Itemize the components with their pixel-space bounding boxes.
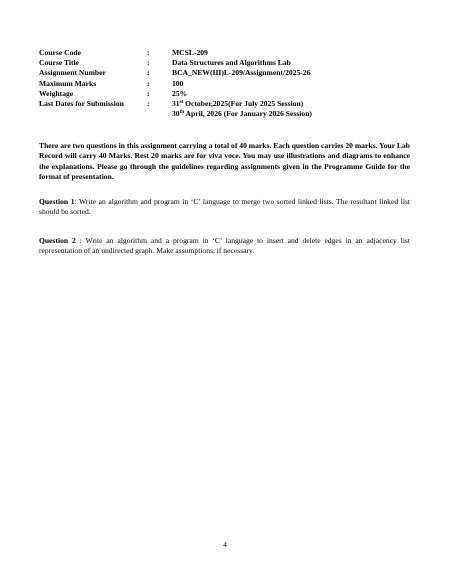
colon: : — [147, 58, 150, 68]
question-2 — [39, 236, 410, 257]
date-suffix: th — [179, 110, 185, 116]
date-text: October,2025(For July 2025 Session) — [183, 99, 304, 109]
submission-date-july — [172, 99, 303, 109]
date-day: 30 — [172, 109, 180, 119]
maximum-marks-label: Maximum Marks — [39, 78, 97, 88]
colon: : — [147, 68, 150, 78]
page-number: 4 — [223, 540, 227, 549]
course-info-table — [39, 48, 312, 119]
maximum-marks-row — [39, 79, 312, 89]
colon: : — [147, 88, 150, 98]
course-code-row — [39, 48, 312, 58]
course-title-label: Course Title — [39, 58, 80, 68]
submission-dates-row-2 — [39, 109, 312, 119]
question-2-text: : Write an algorithm and a program in ‘C’ language to insert and delete edges in an adjacency list representation of an undirected graph. Make assumptions, if necessary. — [39, 236, 410, 256]
course-title-value: Data Structures and Algorithms Lab — [172, 58, 291, 68]
course-code-label: Course Code — [39, 48, 81, 57]
question-2-label: Question 2 — [39, 236, 76, 245]
date-text: April, 2026 (For January 2026 Session) — [184, 109, 312, 119]
maximum-marks-value: 100 — [172, 78, 184, 88]
colon: : — [147, 78, 150, 88]
course-code-value: MCSL-209 — [172, 48, 208, 57]
colon: : — [147, 99, 150, 109]
colon: : — [147, 48, 150, 57]
submission-dates-label: Last Dates for Submission — [39, 99, 124, 109]
course-title-row — [39, 58, 312, 68]
assignment-instructions: There are two questions in this assignment carrying a total of 40 marks. Each question carries 20 marks. Your Lab Record will carry 40 Marks. Rest 20 marks are for viva voce. You may use illustrations and diagrams to enhance the explanations. Please go through the guidelines regarding assignments given in the Programme Guide for the format of presentation. — [39, 141, 410, 181]
submission-date-january — [172, 109, 312, 119]
assignment-number-row — [39, 68, 312, 78]
question-1-text: : Write an algorithm and program in ‘C’ language to merge two sorted linked lists. The resultant linked list should be sorted. — [39, 197, 411, 217]
weightage-label: Weightage — [39, 88, 74, 98]
date-day: 31 — [172, 99, 180, 109]
question-1-label: Question 1 — [39, 197, 75, 206]
question-1 — [39, 197, 410, 218]
weightage-row — [39, 89, 312, 99]
weightage-value: 25% — [172, 88, 188, 98]
assignment-number-label: Assignment Number — [39, 68, 106, 78]
submission-dates-row — [39, 99, 312, 109]
date-suffix: st — [179, 100, 184, 106]
assignment-number-value: BCA_NEW(III)L-209/Assignment/2025-26 — [172, 68, 311, 78]
